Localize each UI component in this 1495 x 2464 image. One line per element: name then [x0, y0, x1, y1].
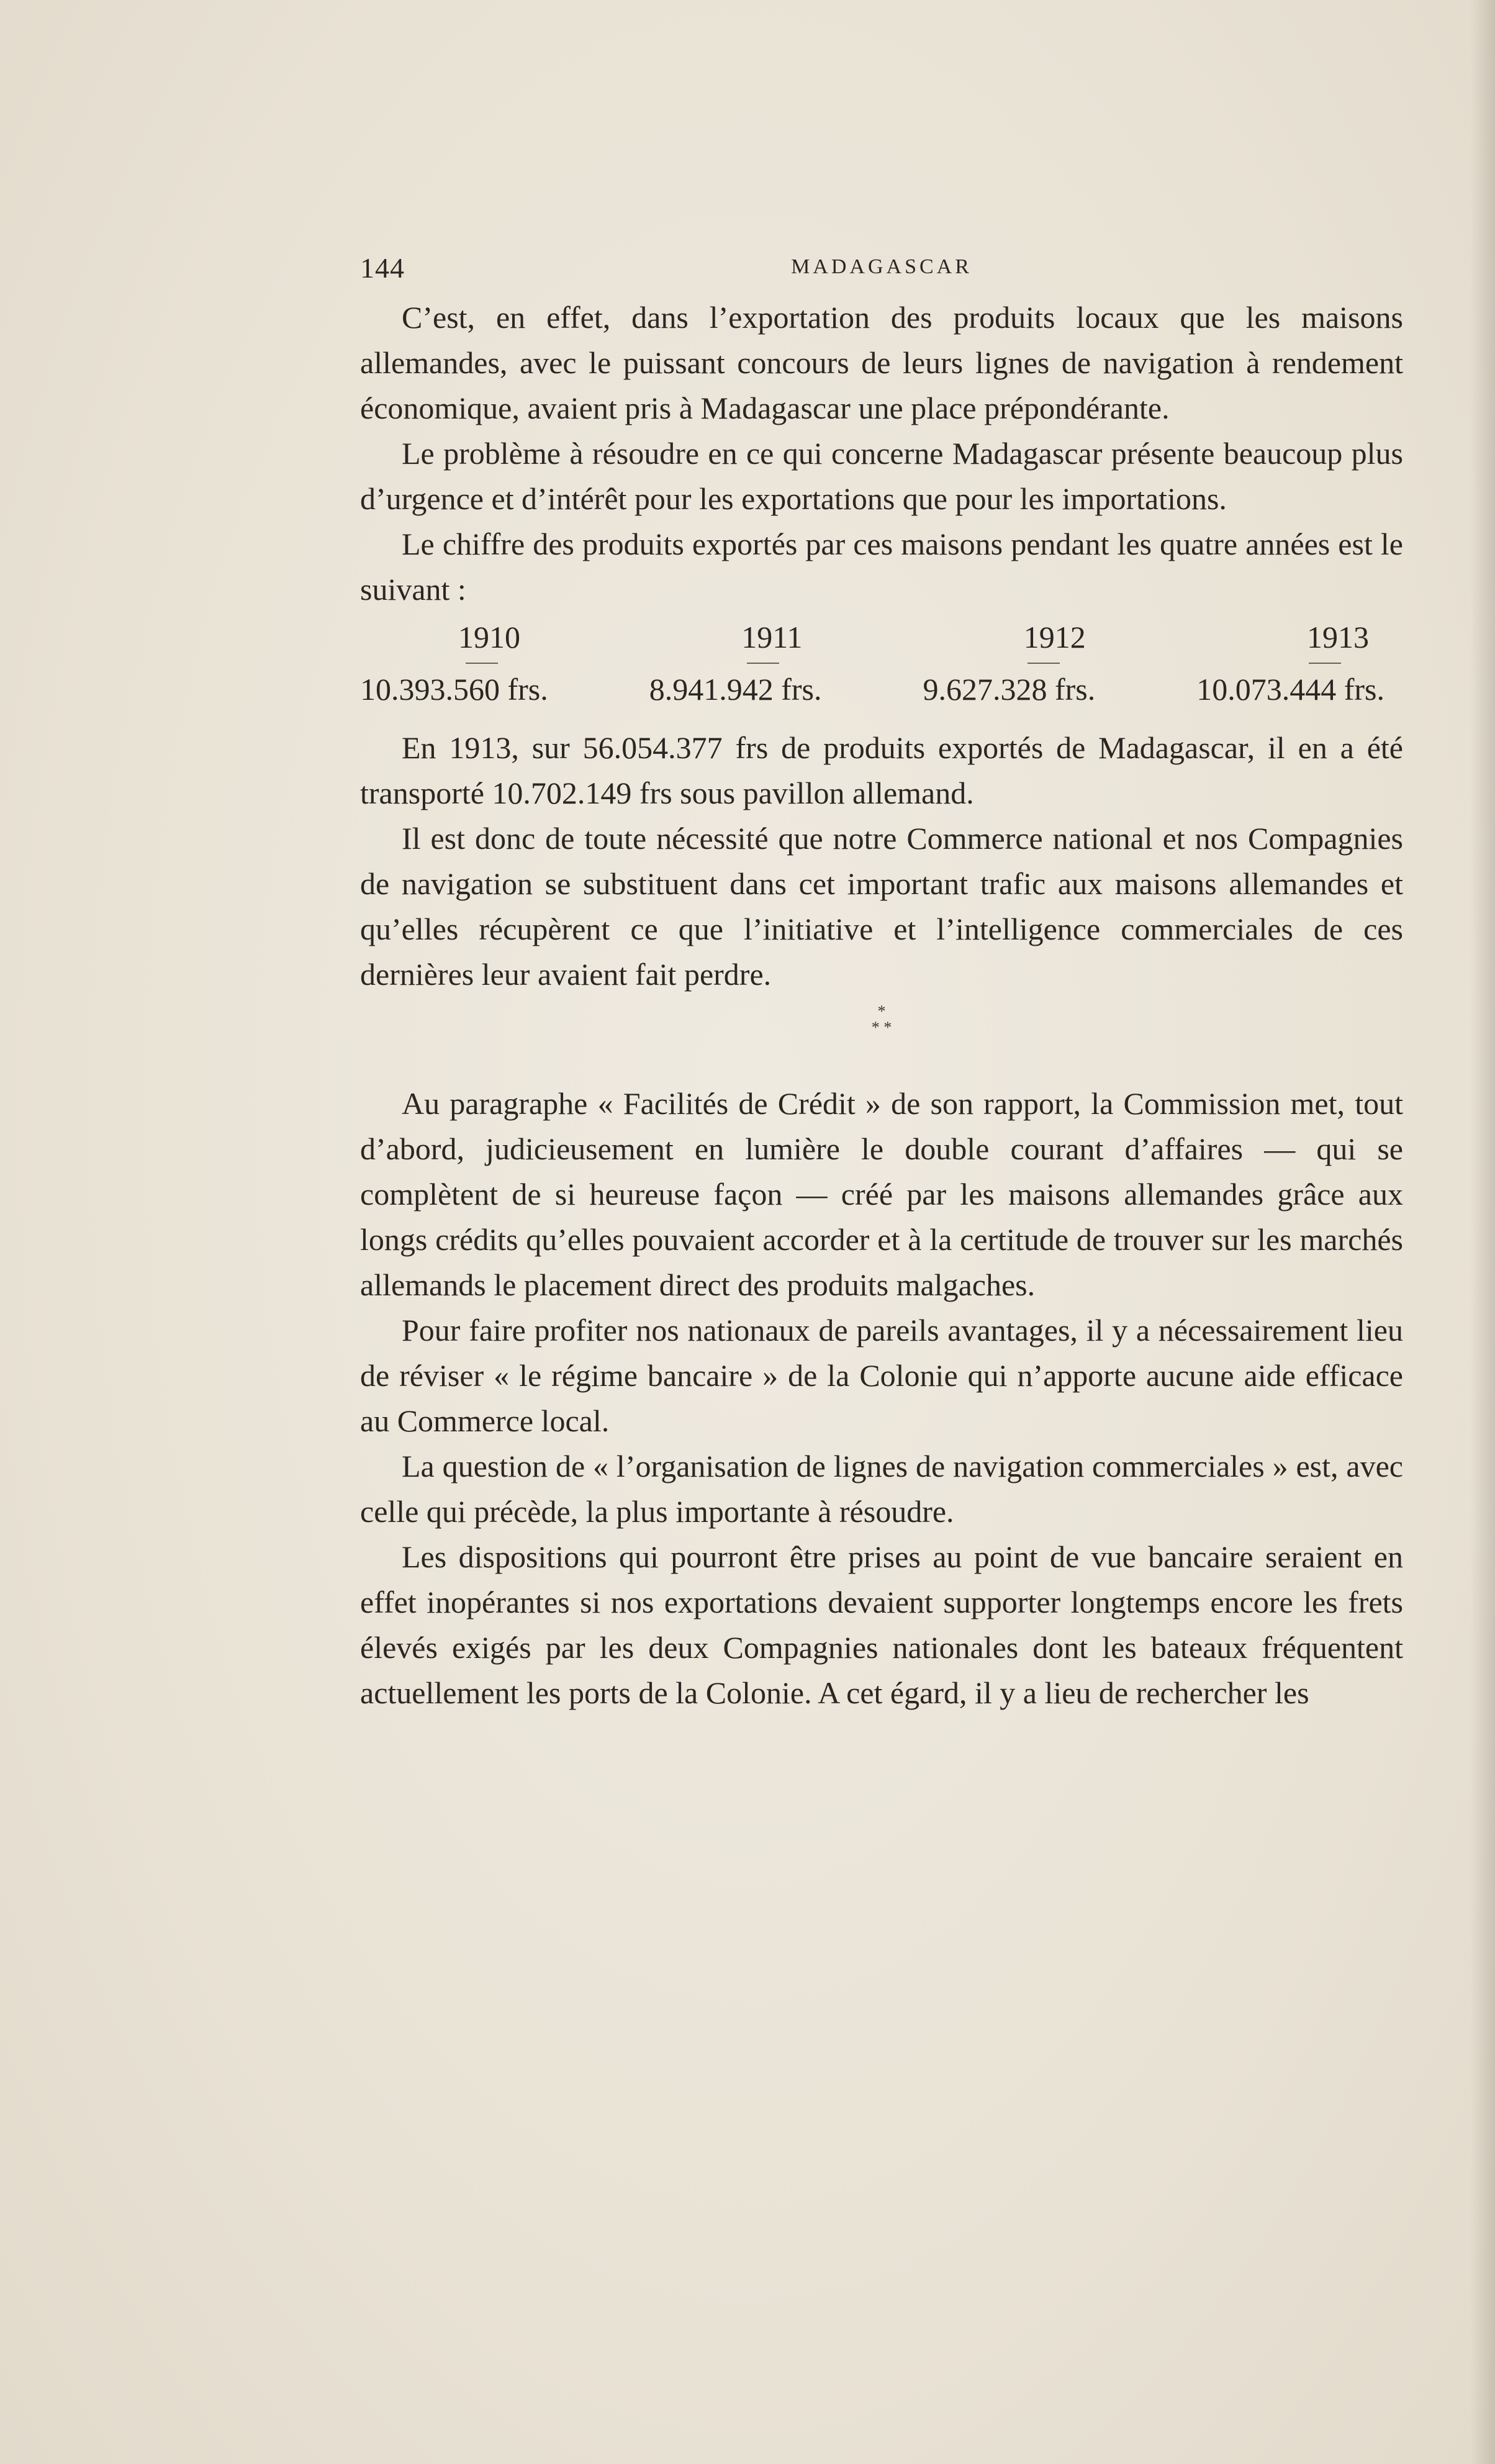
table-year: 1911 [741, 620, 803, 654]
paragraph: C’est, en effet, dans l’exportation des produits locaux que les maisons allemandes, avec le puissant concours de leurs lignes de navigation à rendement économique, avaient pris à Madagascar une place prépondérante. [360, 300, 1403, 425]
asterism-bottom: * * [871, 1018, 892, 1036]
export-table [360, 618, 1403, 708]
table-year: 1913 [1307, 620, 1369, 654]
page-number: 144 [360, 252, 405, 284]
table-rule [1028, 663, 1060, 664]
paragraph: Au paragraphe « Facilités de Crédit » de son rapport, la Commission met, tout d’abord, judicieusement en lumière le double courant d’affaires — qui se complètent de si heureuse façon — créé par les maisons allemandes grâce aux longs crédits qu’elles pouvaient accorder et à la certitude de trouver sur les marchés allemands le placement direct des produits malgaches. [360, 1086, 1403, 1302]
table-value: 9.627.328 frs. [923, 672, 1096, 707]
text-block [360, 251, 1403, 1716]
table-rule [1309, 663, 1341, 664]
page-edge-shadow [1470, 0, 1495, 2464]
paragraph: Pour faire profiter nos nationaux de pareils avantages, il y a nécessairement lieu de réviser « le régime bancaire » de la Colonie qui n’apporte aucune aide efficace au Commerce local. [360, 1313, 1403, 1438]
paragraph: Le chiffre des produits exportés par ces maisons pendant les quatre années est le suivant : [360, 527, 1403, 607]
paragraph: En 1913, sur 56.054.377 frs de produits exportés de Madagascar, il en a été transporté 10.702.149 frs sous pavillon allemand. [360, 730, 1403, 810]
section-break-asterism [360, 997, 1403, 1081]
export-table-rules [360, 656, 1403, 671]
table-value: 10.393.560 frs. [360, 672, 548, 707]
export-table-values [360, 671, 1403, 708]
paragraph: Les dispositions qui pourront être prises au point de vue bancaire seraient en effet inopérantes si nos exportations devaient supporter longtemps encore les frets élevés exigés par les deux Compagnies nationales dont les bateaux fréquentent actuellement les ports de la Colonie. A cet égard, il y a lieu de rechercher les [360, 1539, 1403, 1710]
asterism [360, 1003, 1403, 1036]
asterism-top: * [877, 1002, 886, 1020]
paragraph: Le problème à résoudre en ce qui concerne Madagascar présente beaucoup plus d’urgence et d’intérêt pour les exportations que pour les importations. [360, 436, 1403, 516]
running-head [360, 251, 1403, 295]
table-value: 10.073.444 frs. [1196, 672, 1384, 707]
table-rule [747, 663, 779, 664]
table-value: 8.941.942 frs. [649, 672, 822, 707]
paragraph: La question de « l’organisation de lignes de navigation commerciales » est, avec celle qui précède, la plus importante à résoudre. [360, 1449, 1403, 1529]
running-title: MADAGASCAR [791, 255, 972, 278]
paragraph: Il est donc de toute nécessité que notre Commerce national et nos Compagnies de navigation se substituent dans cet important trafic aux maisons allemandes et qu’elles récupèrent ce que l’initiative et l’intelligence commerciales de ces dernières leur avaient fait perdre. [360, 821, 1403, 992]
table-rule [466, 663, 498, 664]
table-year: 1912 [1023, 620, 1086, 654]
export-table-years [360, 618, 1403, 656]
table-year: 1910 [458, 620, 520, 654]
